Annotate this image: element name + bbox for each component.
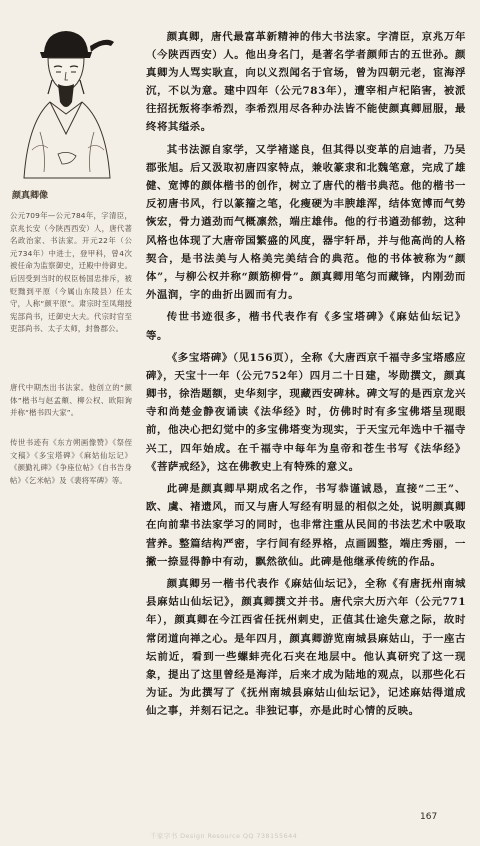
portrait-illustration (10, 22, 120, 180)
article-paragraph: 颜真卿，唐代最富革新精神的伟大书法家。字清臣，京兆万年（今陕西西安）人。他出身名门，是著名学者颜师古的五世孙。颜真卿为人骂实耿直，向以义烈闻名于官场，曾为四朝元老，宦海浮沉，不以为意。建中四年（公元783年），遭宰相卢杞陷害，被派往招抚叛将李希烈，李希烈用尽各种办法皆不能使颜真卿屈服，最终将其缢杀。 (146, 31, 466, 134)
article-paragraph: 此碑是颜真卿早期成名之作，书写恭谨诚恳，直接“二王”、欧、虞、褚遗风，而又与唐人写经有明显的相似之处，说明颜真卿在向前辈书法家学习的同时，也非常注重从民间的书法艺术中吸取营养。整篇结构严密，字行间有经界格，点画圆整，端庄秀丽，一撇一捺显得静中有动，飘然欲仙。此碑是他继承传统的作品。 (146, 483, 466, 568)
watermark-footer: 千家字书 Design Resource QQ 738155644 (150, 832, 298, 840)
works-list: 传世书迹有《东方朔画像赞》《祭侄文稿》《多宝塔碑》《麻姑仙坛记》《颜勤礼碑》《争座位帖》《自书告身帖》《乞米帖》及《裴将军碑》等。 (10, 438, 132, 485)
article-paragraph: 颜真卿另一楷书代表作《麻姑仙坛记》，全称《有唐抚州南城县麻姑山仙坛记》，颜真卿撰文并书。唐代宗大历六年（公元771年），颜真卿在今江西省任抚州刺史，正值其仕途失意之际，故时常闭道向禅之心。是年四月，颜真卿游览南城县麻姑山，于一座古坛前近，看到一些螺蚌壳化石夹在地层中。他认真研究了这一现象，提出了这里曾经是海洋，后来才成为陆地的观点，以那些化石为证。为此撰写了《抚州南城县麻姑山仙坛记》，记述麻姑得道成仙之事，并刻石记之。非独记事，亦是此时心情的反映。 (146, 578, 466, 717)
article-paragraph: 其书法源自家学，又学褚遂良，但其得以变革的启迪者，乃吴郡张旭。后又汲取初唐四家特点，兼收篆隶和北魏笔意，完成了雄健、宽博的颜体楷书的创作，树立了唐代的楷书典范。他的楷书一反初唐书风，行以篆籀之笔，化瘦硬为丰腴雄浑，结体宽博而气势恢宏，骨力遒劲而气概凛然，端庄雄伟。他的行书遒劲郁勃，这种风格也体现了大唐帝国繁盛的风度，器宇轩昂，并与他高尚的人格契合，是书法美与人格美完美结合的典范。他的书体被称为“颜体”，与柳公权并称“颜筋柳骨”。颜真卿用笔匀而藏锋，内刚劲而外温润，字的曲折出圆而有力。 (146, 144, 466, 301)
portrait-caption: 颜真卿像 (12, 191, 49, 201)
calligraphy-note: 唐代中期杰出书法家。他创立的“颜体”楷书与赵孟頫、柳公权、欧阳询并称“楷书四大家”。 (10, 383, 132, 418)
main-article (146, 28, 466, 724)
biography-text: 公元709年—公元784年，字清臣，京兆长安（今陕西西安）人，唐代著名政治家、书法家。开元22年（公元734年）中进士，登甲科，曾4次被任命为监察御史，迁殿中侍御史。后因受到当时的权臣杨国忠排斥，被贬黜到平原（今属山东陵县）任太守，人称“颜平原”。肃宗时至凤翔授宪部尚书，迁御史大夫。代宗时官至吏部尚书、太子太师，封鲁郡公。 (10, 211, 132, 334)
article-paragraph: 传世书迹很多，楷书代表作有《多宝塔碑》《麻姑仙坛记》等。 (146, 311, 466, 342)
article-paragraph: 《多宝塔碑》（见156页），全称《大唐西京千福寺多宝塔感应碑》，天宝十一年（公元752年）四月二十日建，岑勋撰文，颜真卿书，徐浩题额，史华刻字，现藏西安碑林。碑文写的是西京龙兴寺和尚楚金静夜诵读《法华经》时，仿佛时时有多宝佛塔呈现眼前，他决心把幻觉中的多宝佛塔变为现实，于天宝元年选中千福寺兴工，四年始成。在千福寺中每年为皇帝和苍生书写《法华经》《菩萨戒经》，这在佛教史上有特殊的意义。 (146, 352, 466, 473)
page-number: 167 (420, 812, 438, 822)
